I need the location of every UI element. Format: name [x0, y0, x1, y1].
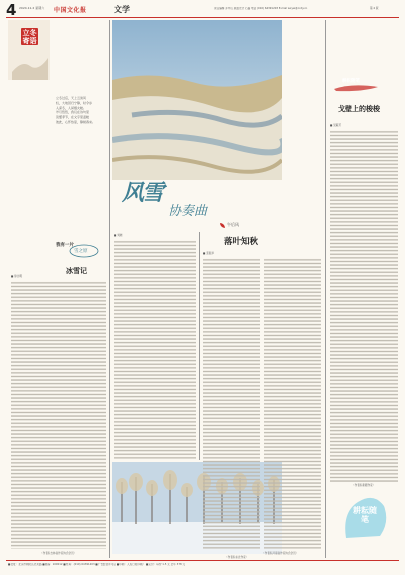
text-placeholder [203, 258, 321, 550]
text-placeholder [114, 240, 196, 460]
column-divider [199, 232, 200, 460]
seal-text: 立冬寄语 [22, 28, 37, 45]
column-badge-right [332, 78, 382, 90]
article-title-left: 冰雪记 [66, 266, 87, 275]
article-author-center: ■ 刘晓 [114, 234, 123, 237]
masthead-rule [6, 17, 399, 18]
paper-logo: 中国文化报 [54, 7, 87, 14]
editor-credits: 责任编辑 乔中山 版面设计 石磊 电话 (010) 64391203 E-mail wxyw@ccdy.cn [214, 7, 308, 10]
footer-rule [6, 560, 399, 561]
article-body-center [114, 240, 196, 460]
column-tag-text: 午后风 [227, 222, 239, 227]
article-author-left: ■ 徐达明 [11, 275, 23, 278]
article-title-right-center: 落叶知秋 [224, 237, 259, 247]
article-body-right [330, 130, 398, 482]
page-code: 第 4 版 [370, 7, 379, 10]
column-divider [109, 20, 110, 558]
leaf-icon [220, 223, 225, 228]
column-divider [325, 20, 326, 558]
calligraphy-main: 风雪 [122, 180, 163, 206]
article-author-right-center: ■ 张振华 [203, 252, 215, 255]
wetland-photo [112, 20, 282, 180]
footer-note-right-center: （作者系河南省作家协会会员） [262, 552, 299, 555]
text-placeholder [330, 130, 398, 482]
text-placeholder [11, 281, 106, 549]
article-author-right: ■ 吴毓芳 [330, 124, 342, 127]
intro-line: 轻，大地回归宁静，时令步 [56, 100, 93, 105]
footer-note-left: （作者系吉林省作家协会会员） [40, 552, 77, 555]
badge-subtitle: 雪之原 [74, 249, 88, 254]
badge [54, 240, 100, 260]
stamp-text: 耕耘随笔 [353, 505, 377, 524]
caption-center: （作者系东北作家） [225, 556, 249, 559]
intro-line: 入深冬，人间烟火暖。 [56, 105, 87, 110]
calligraphy-sub: 协奏曲 [168, 204, 208, 219]
intro-line: 立冬过后，天上云淡风 [56, 96, 87, 100]
article-body-right-center [203, 258, 321, 550]
masthead [6, 1, 399, 19]
section-title: 文学 [114, 4, 130, 14]
footer-text: ■社址：北京市朝阳区北苑路 ■邮编：100012 ■传真：(010) 64391203 ■广告经营许可证 ■印刷：人民日报印刷厂 ■定价：每份 1.5 元 全年 378 元 [8, 563, 186, 566]
badge-title: 我有一片 [56, 243, 74, 248]
intro-line: 读懂季节，在文字里温暖 [56, 115, 90, 120]
wetland-illustration [112, 20, 282, 180]
article-title-right: 戈壁上的梭梭 [338, 104, 380, 113]
column-tag [220, 222, 260, 230]
intro-line: 彼此，心怀热爱，静候春来。 [56, 119, 96, 124]
intro-line: 岁月悠悠，我们在诗句里 [56, 110, 90, 115]
intro-lines [56, 96, 96, 125]
stamp [340, 492, 390, 542]
column-name-right: 耕耘随笔 [342, 79, 360, 84]
article-body-left [11, 281, 106, 549]
seal-block [8, 20, 50, 80]
page-number: 4 [6, 1, 17, 19]
issue-date: 2024.11.2 星期六 [19, 6, 45, 10]
footer-note-right: （作者系新疆作家） [352, 484, 376, 487]
